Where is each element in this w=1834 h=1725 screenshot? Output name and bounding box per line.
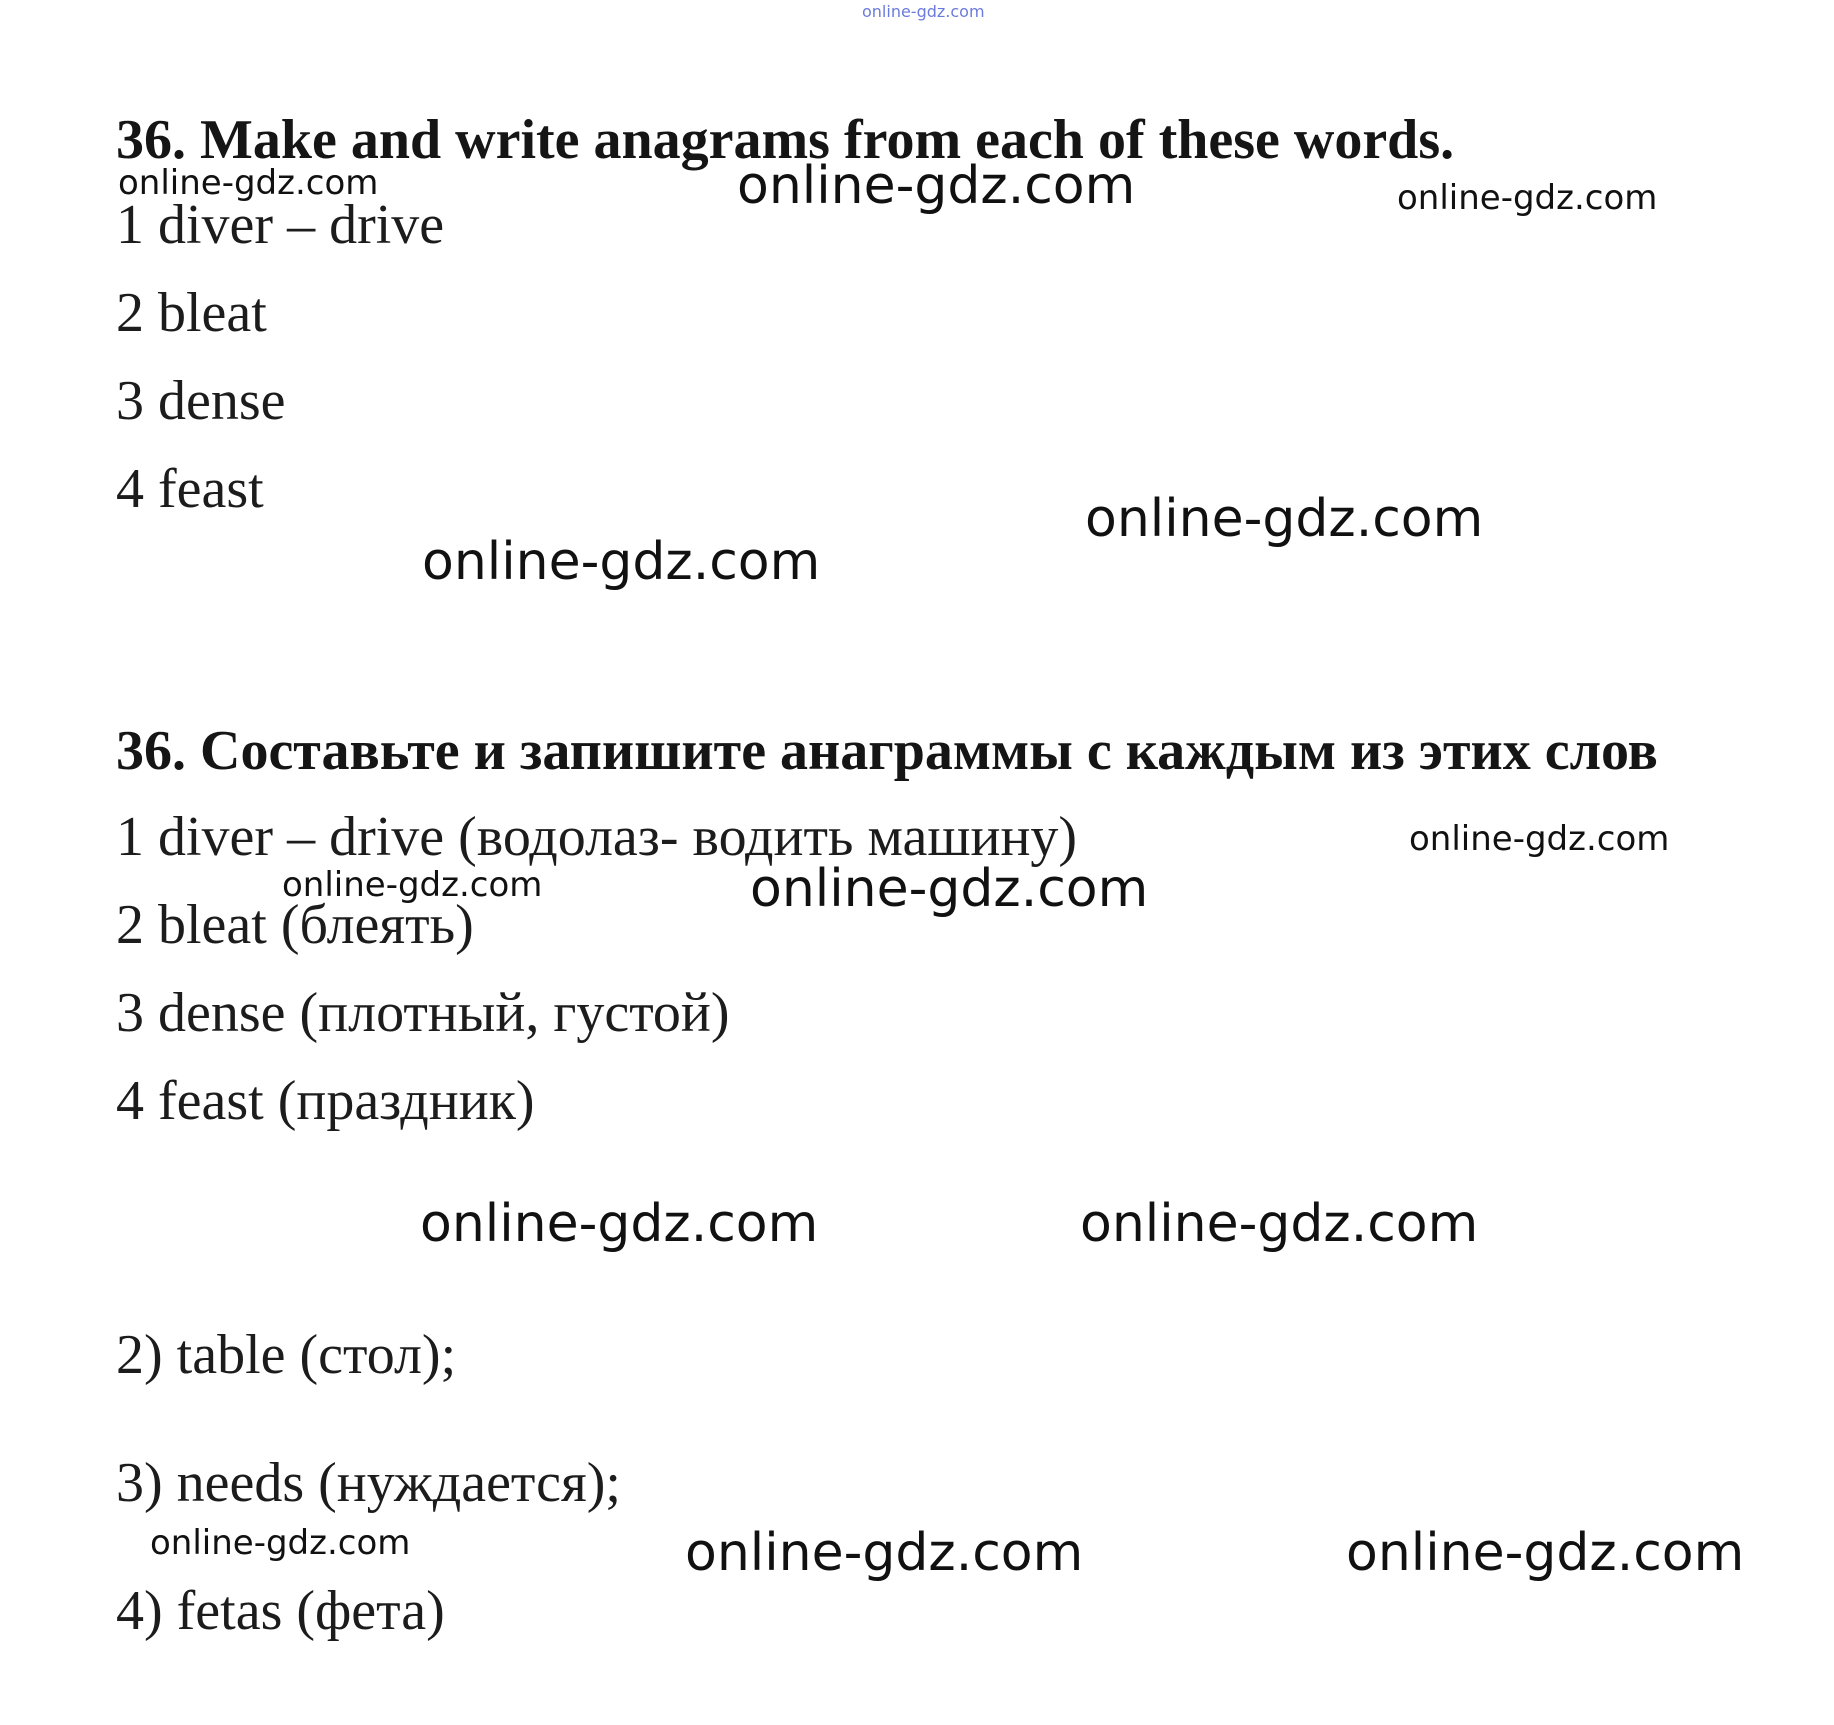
watermark: online-gdz.com [422,532,821,592]
word-item: 1 diver – drive [116,194,445,256]
watermark: online-gdz.com [282,865,543,905]
word-item: 2 bleat [116,282,267,344]
answer-item: 2) table (стол); [116,1324,457,1386]
watermark: online-gdz.com [750,859,1149,919]
translated-item: 4 feast (праздник) [116,1070,535,1132]
watermark: online-gdz.com [737,156,1136,216]
answer-item: 4) fetas (фета) [116,1580,445,1642]
translated-item: 1 diver – drive (водолаз- водить машину) [116,806,1078,868]
watermark: online-gdz.com [1346,1523,1745,1583]
task-heading-en: 36. Make and write anagrams from each of these words. [116,109,1455,171]
translated-item: 3 dense (плотный, густой) [116,982,730,1044]
watermark: online-gdz.com [1397,178,1658,218]
watermark: online-gdz.com [1409,819,1670,859]
watermark: online-gdz.com [1080,1194,1479,1254]
task-heading-ru: 36. Составьте и запишите анаграммы с каждым из этих слов [116,720,1658,782]
watermark: online-gdz.com [118,163,379,203]
watermark: online-gdz.com [1085,489,1484,549]
word-item: 4 feast [116,458,264,520]
watermark: online-gdz.com [685,1523,1084,1583]
answer-item: 3) needs (нуждается); [116,1452,621,1514]
watermark: online-gdz.com [420,1194,819,1254]
word-item: 3 dense [116,370,286,432]
translated-item: 2 bleat (блеять) [116,894,474,956]
watermark: online-gdz.com [150,1523,411,1563]
watermark-top: online-gdz.com [862,2,985,21]
